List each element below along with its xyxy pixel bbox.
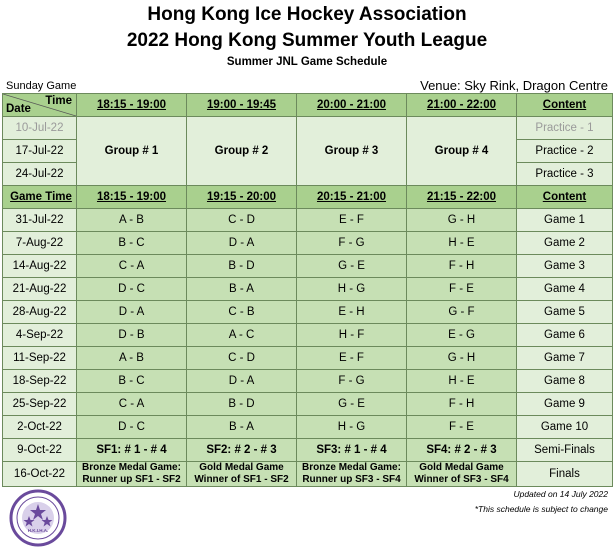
matchup-cell: F - E xyxy=(407,278,517,301)
matchup-cell: E - G xyxy=(407,324,517,347)
semifinal-content: Semi-Finals xyxy=(517,439,613,462)
game-row xyxy=(3,278,613,301)
practice-time-header: 19:00 - 19:45 xyxy=(187,94,297,117)
practice-date: 10-Jul-22 xyxy=(3,117,77,140)
group-cell: Group # 4 xyxy=(407,117,517,186)
game-content: Game 8 xyxy=(517,370,613,393)
game-time-label xyxy=(3,186,77,209)
practice-row xyxy=(3,117,613,140)
logo-text: H.K.I.H.A. xyxy=(27,528,49,533)
matchup-cell: A - B xyxy=(77,209,187,232)
matchup-cell: D - A xyxy=(77,301,187,324)
semifinal-cell: SF4: # 2 - # 3 xyxy=(407,439,517,462)
practice-date: 24-Jul-22 xyxy=(3,163,77,186)
semifinal-cell: SF1: # 1 - # 4 xyxy=(77,439,187,462)
game-content: Game 6 xyxy=(517,324,613,347)
semifinal-date: 9-Oct-22 xyxy=(3,439,77,462)
medal-game-cell xyxy=(407,462,517,487)
game-time-header: 21:15 - 22:00 xyxy=(407,186,517,209)
matchup-cell: D - C xyxy=(77,416,187,439)
game-row xyxy=(3,232,613,255)
medal-game-line2: Runner up SF1 - SF2 xyxy=(82,474,181,485)
matchup-cell: F - G xyxy=(297,232,407,255)
corner-date-label: Date xyxy=(6,103,31,115)
semifinal-cell: SF3: # 1 - # 4 xyxy=(297,439,407,462)
final-row xyxy=(3,462,613,487)
matchup-cell: F - E xyxy=(407,416,517,439)
matchup-cell: C - D xyxy=(187,347,297,370)
matchup-cell: F - H xyxy=(407,255,517,278)
medal-game-line2: Runner up SF3 - SF4 xyxy=(302,474,401,485)
matchup-cell: D - C xyxy=(77,278,187,301)
day-note: Sunday Game xyxy=(6,80,77,92)
practice-time-header: 18:15 - 19:00 xyxy=(77,94,187,117)
game-content: Game 3 xyxy=(517,255,613,278)
practice-content: Practice - 1 xyxy=(517,117,613,140)
matchup-cell: H - E xyxy=(407,232,517,255)
matchup-cell: H - F xyxy=(297,324,407,347)
game-date: 28-Aug-22 xyxy=(3,301,77,324)
matchup-cell: B - C xyxy=(77,232,187,255)
game-row xyxy=(3,255,613,278)
game-row xyxy=(3,370,613,393)
game-content: Game 10 xyxy=(517,416,613,439)
matchup-cell: B - D xyxy=(187,255,297,278)
medal-game-line2: Winner of SF1 - SF2 xyxy=(194,474,289,485)
matchup-cell: D - A xyxy=(187,370,297,393)
game-date: 7-Aug-22 xyxy=(3,232,77,255)
updated-note: Updated on 14 July 2022 xyxy=(513,489,608,499)
practice-content-header: Content xyxy=(517,94,613,117)
practice-time-header: 20:00 - 21:00 xyxy=(297,94,407,117)
game-row xyxy=(3,416,613,439)
matchup-cell: A - B xyxy=(77,347,187,370)
matchup-cell: H - G xyxy=(297,416,407,439)
medal-game-line2: Winner of SF3 - SF4 xyxy=(414,474,509,485)
game-row xyxy=(3,301,613,324)
game-date: 21-Aug-22 xyxy=(3,278,77,301)
medal-game-line1: Bronze Medal Game: xyxy=(302,462,401,473)
schedule-subtitle: Summer JNL Game Schedule xyxy=(226,56,388,68)
game-date: 14-Aug-22 xyxy=(3,255,77,278)
matchup-cell: B - A xyxy=(187,416,297,439)
game-content: Game 5 xyxy=(517,301,613,324)
matchup-cell: C - A xyxy=(77,393,187,416)
game-date: 25-Sep-22 xyxy=(3,393,77,416)
schedule-table xyxy=(2,93,613,487)
game-header-row xyxy=(3,186,613,209)
semifinal-row xyxy=(3,439,613,462)
matchup-cell: E - H xyxy=(297,301,407,324)
game-time-header: 20:15 - 21:00 xyxy=(297,186,407,209)
venue-label: Venue: Sky Rink, Dragon Centre xyxy=(420,78,608,93)
medal-game-cell xyxy=(77,462,187,487)
game-time-label-text: Game Time xyxy=(10,191,72,203)
matchup-cell: E - F xyxy=(297,347,407,370)
matchup-cell: F - G xyxy=(297,370,407,393)
final-content: Finals xyxy=(517,462,613,487)
corner-time-label: Time xyxy=(45,95,72,107)
game-time-header: 18:15 - 19:00 xyxy=(77,186,187,209)
group-cell: Group # 2 xyxy=(187,117,297,186)
game-content: Game 4 xyxy=(517,278,613,301)
matchup-cell: B - A xyxy=(187,278,297,301)
medal-game-line1: Gold Medal Game xyxy=(199,462,284,473)
game-row xyxy=(3,209,613,232)
matchup-cell: D - B xyxy=(77,324,187,347)
corner-cell xyxy=(3,94,77,117)
game-time-header: 19:15 - 20:00 xyxy=(187,186,297,209)
medal-game-line1: Gold Medal Game xyxy=(419,462,504,473)
league-title: 2022 Hong Kong Summer Youth League xyxy=(126,30,488,51)
disclaimer-note: *This schedule is subject to change xyxy=(474,504,608,514)
game-date: 4-Sep-22 xyxy=(3,324,77,347)
game-date: 11-Sep-22 xyxy=(3,347,77,370)
matchup-cell: C - B xyxy=(187,301,297,324)
practice-content: Practice - 3 xyxy=(517,163,613,186)
practice-time-header: 21:00 - 22:00 xyxy=(407,94,517,117)
game-date: 2-Oct-22 xyxy=(3,416,77,439)
matchup-cell: G - E xyxy=(297,393,407,416)
group-cell: Group # 1 xyxy=(77,117,187,186)
matchup-cell: E - F xyxy=(297,209,407,232)
matchup-cell: F - H xyxy=(407,393,517,416)
association-logo xyxy=(8,488,68,548)
practice-content: Practice - 2 xyxy=(517,140,613,163)
matchup-cell: G - H xyxy=(407,209,517,232)
matchup-cell: B - D xyxy=(187,393,297,416)
practice-date: 17-Jul-22 xyxy=(3,140,77,163)
game-date: 31-Jul-22 xyxy=(3,209,77,232)
matchup-cell: H - E xyxy=(407,370,517,393)
matchup-cell: G - E xyxy=(297,255,407,278)
association-title: Hong Kong Ice Hockey Association xyxy=(147,4,467,25)
game-content: Game 9 xyxy=(517,393,613,416)
game-date: 18-Sep-22 xyxy=(3,370,77,393)
matchup-cell: D - A xyxy=(187,232,297,255)
medal-game-cell xyxy=(187,462,297,487)
group-cell: Group # 3 xyxy=(297,117,407,186)
game-row xyxy=(3,393,613,416)
game-row xyxy=(3,347,613,370)
matchup-cell: C - D xyxy=(187,209,297,232)
matchup-cell: G - H xyxy=(407,347,517,370)
game-content: Game 7 xyxy=(517,347,613,370)
game-row xyxy=(3,324,613,347)
game-content: Game 2 xyxy=(517,232,613,255)
matchup-cell: G - F xyxy=(407,301,517,324)
practice-header-row xyxy=(3,94,613,117)
matchup-cell: C - A xyxy=(77,255,187,278)
matchup-cell: H - G xyxy=(297,278,407,301)
game-content: Game 1 xyxy=(517,209,613,232)
medal-game-line1: Bronze Medal Game: xyxy=(82,462,181,473)
medal-game-cell xyxy=(297,462,407,487)
matchup-cell: B - C xyxy=(77,370,187,393)
matchup-cell: A - C xyxy=(187,324,297,347)
game-content-header: Content xyxy=(517,186,613,209)
final-date: 16-Oct-22 xyxy=(3,462,77,487)
semifinal-cell: SF2: # 2 - # 3 xyxy=(187,439,297,462)
